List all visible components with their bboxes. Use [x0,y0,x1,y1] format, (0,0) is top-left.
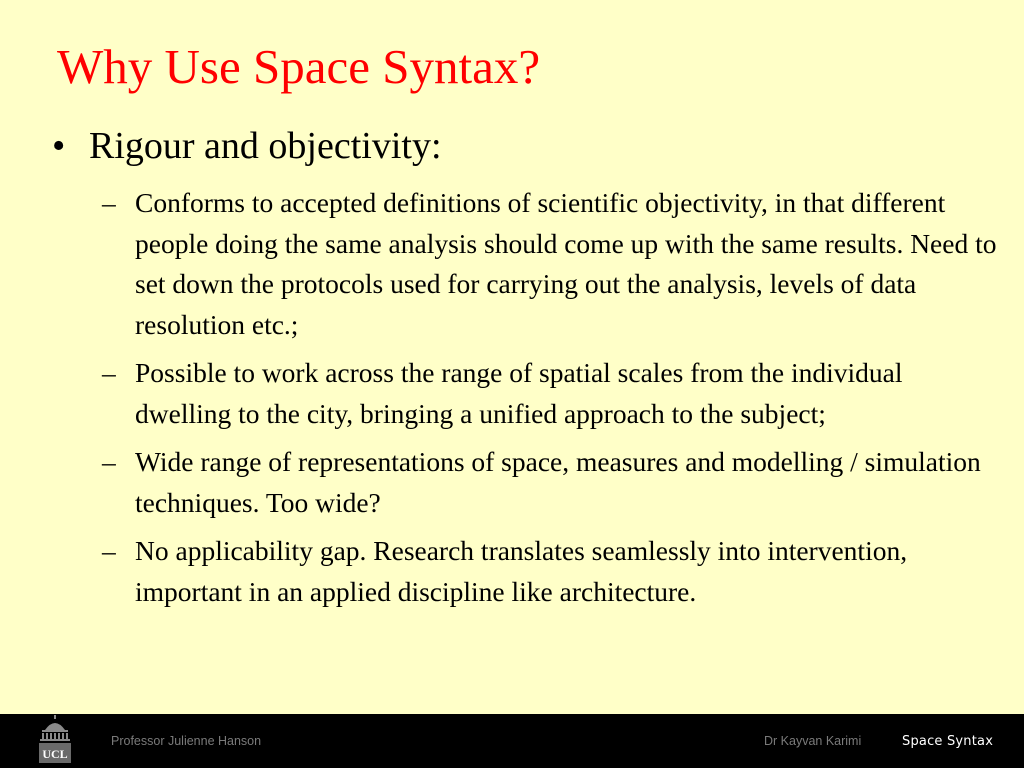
sub-bullet-list [102,183,1002,620]
footer-bar [0,714,1024,768]
slide-title: Why Use Space Syntax? [57,39,541,94]
sub-bullet [102,442,1002,523]
dash-marker: – [102,187,116,218]
main-bullet [52,124,992,168]
sub-bullet [102,353,1002,434]
sub-bullet-text: No applicability gap. Research translates seamlessly into intervention, important in an applied discipline like architecture. [135,535,908,607]
sub-bullet-text: Conforms to accepted definitions of scientific objectivity, in that different people doing the same analysis should come up with the same results. Need to set down the protocols used for carrying out the analysis, levels of data resolution etc.; [135,187,997,340]
ucl-logo [34,714,76,768]
sub-bullet [102,183,1002,345]
ucl-logo-text: UCL [42,747,68,761]
dash-marker: – [102,446,116,477]
sub-bullet-text: Wide range of representations of space, measures and modelling / simulation techniques. Too wide? [135,446,981,518]
footer-coauthor-name: Dr Kayvan Karimi [764,734,862,748]
bullet-marker: • [52,125,66,167]
footer-presenter-name: Professor Julienne Hanson [111,734,262,748]
dash-marker: – [102,357,116,388]
sub-bullet-text: Possible to work across the range of spatial scales from the individual dwelling to the city, bringing a unified approach to the subject; [135,357,903,429]
dash-marker: – [102,535,116,566]
main-bullet-text: Rigour and objectivity: [89,125,442,167]
footer-brand: Space Syntax [902,734,994,749]
sub-bullet [102,531,1002,612]
